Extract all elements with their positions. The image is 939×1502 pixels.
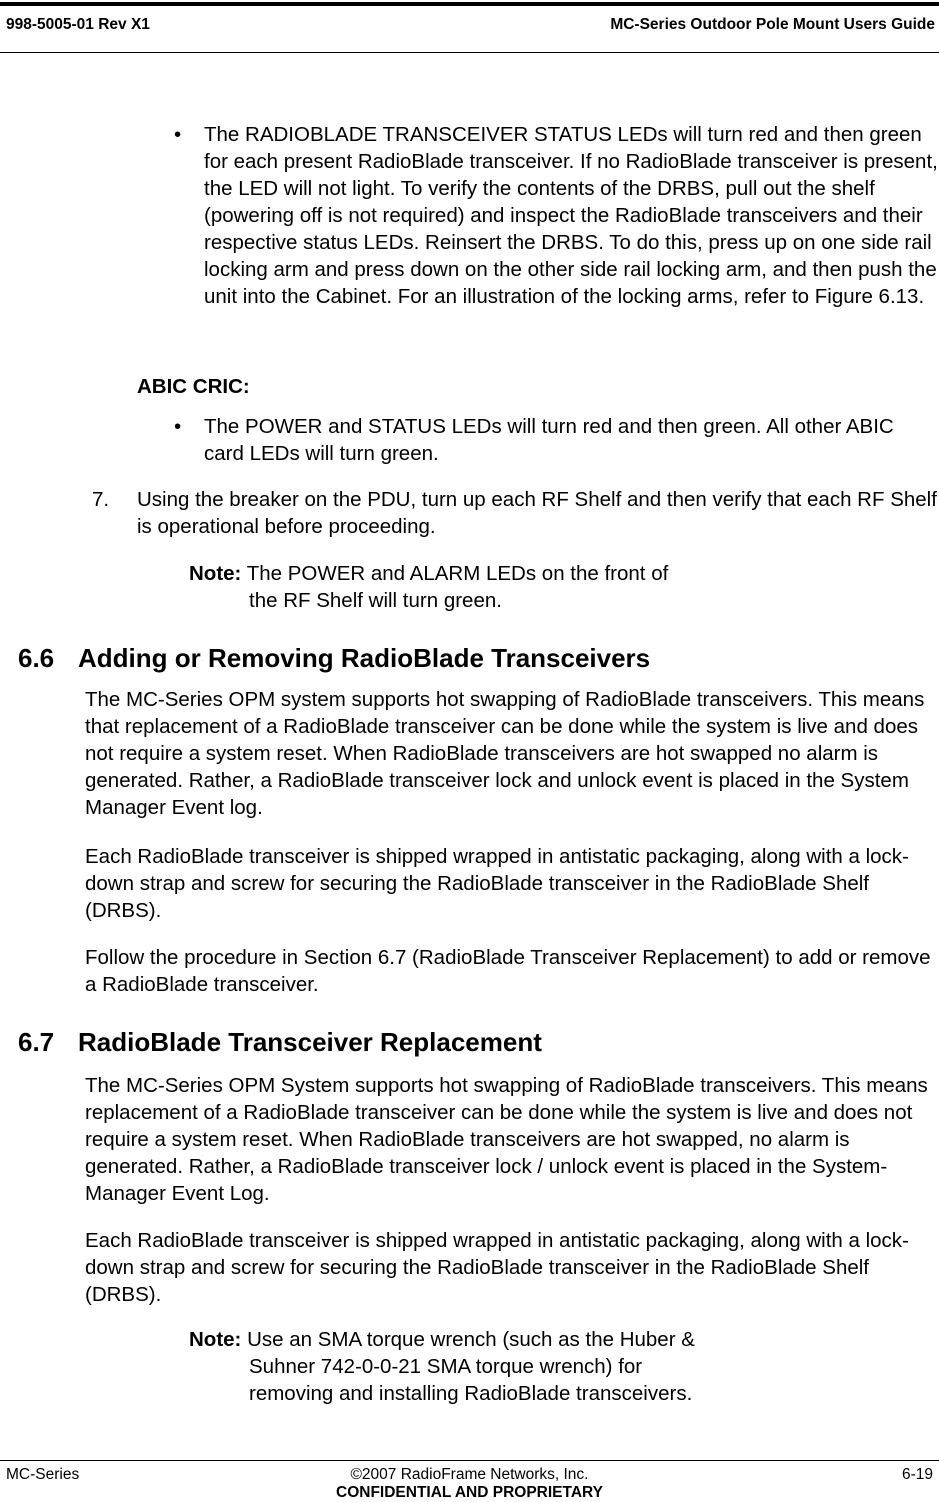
footer-left: MC-Series (6, 1466, 80, 1483)
section66-para3: Follow the procedure in Section 6.7 (RadioBlade Transceiver Replacement) to add or remove a RadioBlade transceiver. (85, 946, 931, 996)
section67-para2: Each RadioBlade transceiver is shipped wrapped in antistatic packaging, along with a lock-down strap and screw for securing the RadioBlade transceiver in the RadioBlade Shelf (DRBS). (85, 1229, 909, 1306)
header-doc-number: 998-5005-01 Rev X1 (6, 16, 150, 33)
radioblade-status-bullet: The RADIOBLADE TRANSCEIVER STATUS LEDs will turn red and then green for each present RadioBlade transceiver. If no RadioBlade transceiver is present, the LED will not light. To verify the contents of the DRBS, pull out the shelf (powering off is not required) and inspect the RadioBlade transceivers and their respective status LEDs. Reinsert the DRBS. To do this, press up on one side rail locking arm and press down on the other side rail locking arm, and then push the unit into the Cabinet. For an illustration of the locking arms, refer to Figure 6.13. (204, 123, 938, 308)
header-top-rule (0, 2, 939, 6)
note2 (189, 1326, 889, 1407)
footer-copyright: ©2007 RadioFrame Networks, Inc. (350, 1466, 589, 1483)
section-number: 6.7 (18, 1027, 55, 1057)
bullet-dot: • (174, 123, 182, 146)
header-bottom-rule (0, 52, 939, 53)
note2-line2: Suhner 742-0-0-21 SMA torque wrench) for (249, 1355, 643, 1378)
abic-bullet: The POWER and STATUS LEDs will turn red and then green. All other ABIC card LEDs will turn green. (204, 415, 894, 465)
note1-line2: the RF Shelf will turn green. (249, 589, 502, 612)
footer-rule (0, 1460, 939, 1461)
section-title: Adding or Removing RadioBlade Transceivers (78, 643, 651, 673)
bullet-dot: • (174, 415, 182, 438)
header-guide-title: MC-Series Outdoor Pole Mount Users Guide (610, 16, 935, 33)
step-number: 7. (92, 488, 110, 511)
step7-text: Using the breaker on the PDU, turn up each RF Shelf and then verify that each RF Shelf is operational before proceeding. (137, 488, 937, 538)
abic-heading: ABIC CRIC: (137, 375, 250, 398)
note-label: Note: (189, 1328, 242, 1351)
note2-line3: removing and installing RadioBlade transceivers. (249, 1382, 693, 1405)
section66-para1: The MC-Series OPM system supports hot swapping of RadioBlade transceivers. This means that replacement of a RadioBlade transceiver can be done while the system is live and does not require a system reset. When RadioBlade transceivers are hot swapped no alarm is generated. Rather, a RadioBlade transceiver lock and unlock event is placed in the System Manager Event log. (85, 688, 925, 819)
section-number: 6.6 (18, 643, 55, 673)
note-label: Note: (189, 562, 242, 585)
section66-para2: Each RadioBlade transceiver is shipped wrapped in antistatic packaging, along with a lock-down strap and screw for securing the RadioBlade transceiver in the RadioBlade Shelf (DRBS). (85, 845, 909, 922)
note1 (189, 560, 889, 614)
section-title: RadioBlade Transceiver Replacement (78, 1027, 542, 1057)
note2-line1: Use an SMA torque wrench (such as the Huber & (247, 1328, 695, 1351)
note1-line1: The POWER and ALARM LEDs on the front of (246, 562, 669, 585)
footer-confidential: CONFIDENTIAL AND PROPRIETARY (336, 1484, 603, 1501)
section67-para1: The MC-Series OPM System supports hot swapping of RadioBlade transceivers. This means replacement of a RadioBlade transceiver can be done while the system is live and does not require a system reset. When RadioBlade transceivers are hot swapped, no alarm is generated. Rather, a RadioBlade transceiver lock / unlock event is placed in the System-Manager Event Log. (85, 1074, 928, 1205)
footer-page-number: 6-19 (901, 1466, 933, 1483)
